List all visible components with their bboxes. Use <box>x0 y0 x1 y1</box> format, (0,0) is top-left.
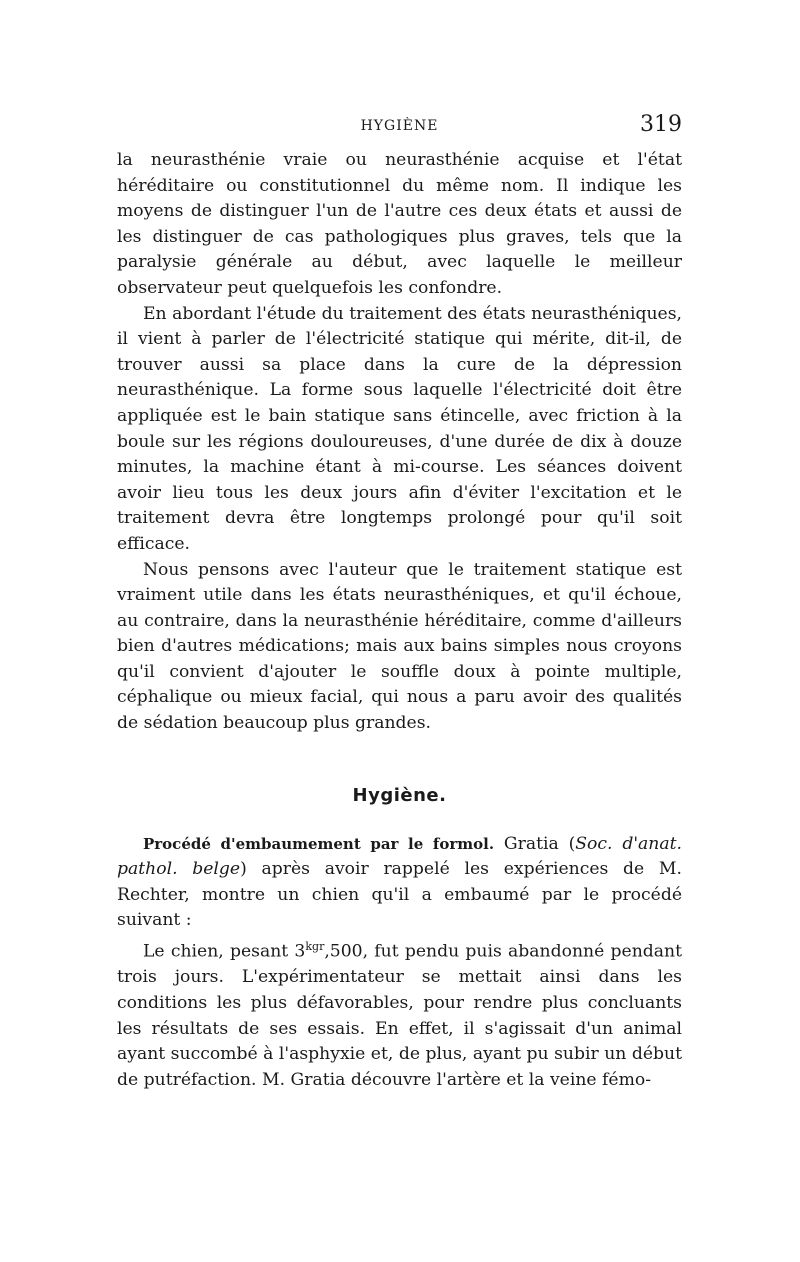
running-title: HYGIÈNE <box>360 118 439 134</box>
page <box>117 108 682 1093</box>
paragraph-treatment: En abordant l'étude du traitement des états neurasthéniques, il vient à parler de l'électricité statique qui mérite, dit-il, de trouver aussi sa place dans la cure de la dépression neurasthénique. La forme sous laquelle l'électricité doit être appliquée est le bain statique sans étincelle, avec friction à la boule sur les régions douloureuses, d'une durée de dix à douze minutes, la machine étant à mi-course. Les séances doivent avoir lieu tous les deux jours afin d'éviter l'excitation et le traitement devra être longtemps prolongé pour qu'il soit efficace. <box>117 303 682 554</box>
intro-author: Gratia ( <box>494 833 576 854</box>
page-number: 319 <box>640 112 682 137</box>
dog-experiment-rest: ,500, fut pendu puis abandonné pendant trois jours. L'expérimentateur se mettait ainsi dans les conditions les plus défavorables, pour rendre plus concluants les résultats de ses essais. En effet, il s'agissait d'un animal ayant succombé à l'asphyxie et, de plus, ayant pu subir un début de putréfaction. M. Gratia découvre l'artère et la veine fémo- <box>117 941 682 1090</box>
run-in-heading: Procédé d'embaumement par le formol. <box>143 834 495 853</box>
paragraph-opinion: Nous pensons avec l'auteur que le traitement statique est vraiment utile dans les états neurasthéniques, et qu'il échoue, au contraire, dans la neurasthénie héréditaire, comme d'ailleurs bien d'autres médications; mais aux bains simples nous croyons qu'il convient d'ajouter le souffle doux à pointe multiple, céphalique ou mieux facial, qui nous a paru avoir des qualités de sédation beaucoup plus grandes. <box>117 559 682 734</box>
paragraph-dog-experiment <box>117 934 682 1093</box>
section-title: Hygiène. <box>352 784 447 806</box>
dog-weight-text: Le chien, pesant 3 <box>143 941 306 962</box>
paragraph-continued: la neurasthénie vraie ou neurasthénie acquise et l'état héréditaire ou constitutionnel du même nom. Il indique les moyens de distinguer l'un de l'autre ces deux états et aussi de les distinguer de cas pathologiques plus graves, tels que la paralysie générale au début, avec laquelle le meilleur observateur peut quelquefois les confondre. <box>117 150 682 298</box>
paragraph-embalming-intro <box>117 832 682 934</box>
weight-unit: kgr <box>305 940 325 954</box>
intro-citation: Soc. d'anat. pathol. belge <box>117 833 682 880</box>
intro-rest: ) après avoir rappelé les expériences de M. Rechter, montre un chien qu'il a embaumé par le procédé suivant : <box>117 859 682 931</box>
running-head <box>117 108 682 148</box>
